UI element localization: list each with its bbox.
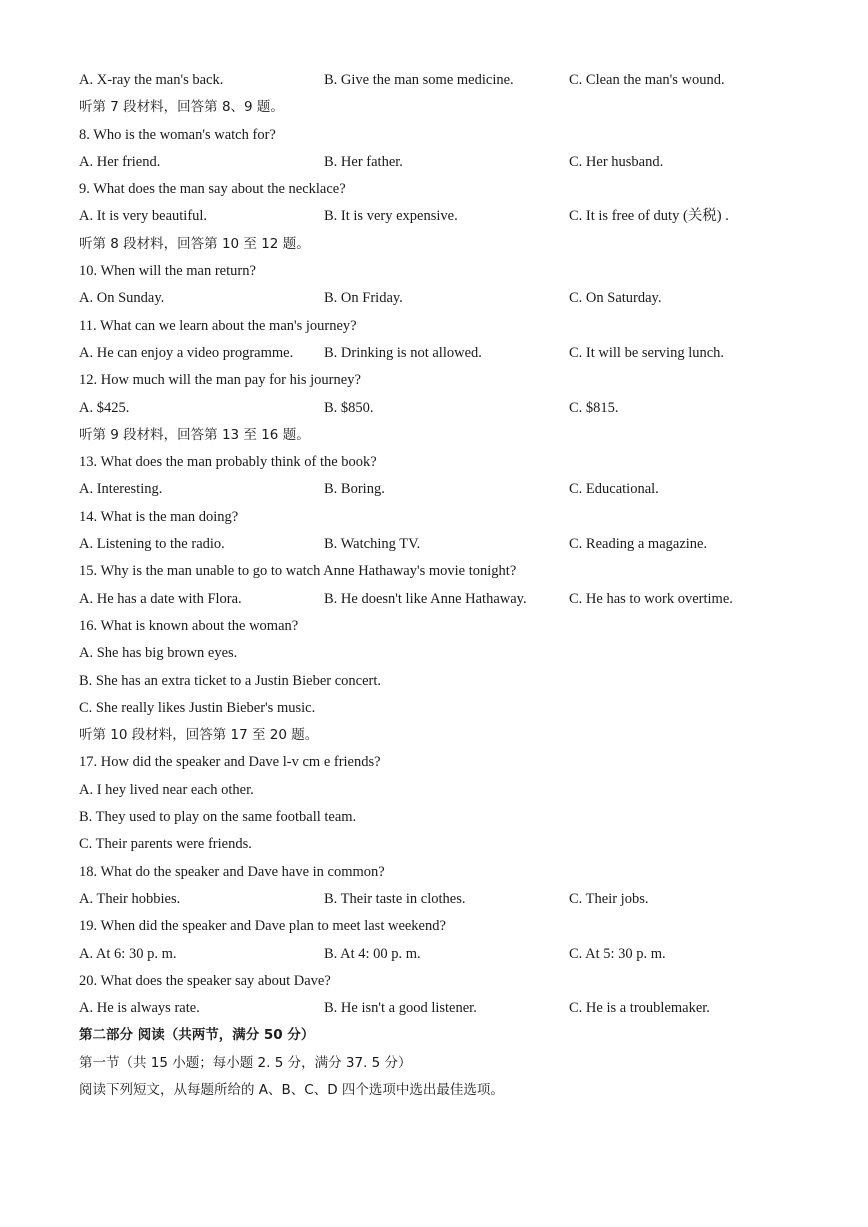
part-heading: 第二部分 阅读（共两节，满分 50 分） (79, 1027, 315, 1044)
option-c: C. Educational. (569, 481, 659, 498)
option-b: B. He isn't a good listener. (324, 1000, 477, 1017)
question-text: 10. When will the man return? (79, 263, 256, 280)
option-text: B. They used to play on the same football team. (79, 809, 357, 826)
option-a: A. Their hobbies. (79, 890, 181, 907)
option-row (79, 586, 809, 613)
option-text: A. She has big brown eyes. (79, 645, 238, 662)
option-row (79, 941, 809, 968)
option-text: B. She has an extra ticket to a Justin Bieber concert. (79, 672, 381, 689)
question-text: 12. How much will the man pay for his journey? (79, 372, 361, 389)
option-a: A. He has a date with Flora. (79, 590, 242, 607)
option-b: B. Their taste in clothes. (324, 890, 466, 907)
option-c: C. Reading a magazine. (569, 536, 708, 553)
question-text: 8. Who is the woman's watch for? (79, 126, 276, 143)
option-row (79, 149, 809, 176)
option-b: B. $850. (324, 399, 374, 416)
option-a: A. He is always rate. (79, 1000, 200, 1017)
question-text: 18. What do the speaker and Dave have in common? (79, 863, 385, 880)
option-b: B. It is very expensive. (324, 208, 458, 225)
option-c: C. It will be serving lunch. (569, 344, 725, 361)
option-text: C. Their parents were friends. (79, 836, 252, 853)
option-a: A. On Sunday. (79, 290, 165, 307)
option-a: A. It is very beautiful. (79, 208, 208, 225)
question-text: 13. What does the man probably think of the book? (79, 454, 377, 471)
section-instruction: 听第 8 段材料，回答第 10 至 12 题。 (79, 235, 310, 252)
option-c: C. On Saturday. (569, 290, 662, 307)
option-row (79, 285, 809, 312)
option-c: C. $815. (569, 399, 619, 416)
option-b: B. On Friday. (324, 290, 403, 307)
option-b: B. Her father. (324, 153, 403, 170)
option-a: A. Her friend. (79, 153, 161, 170)
option-c: C. Clean the man's wound. (569, 72, 725, 88)
option-row (79, 531, 809, 558)
option-a: A. Listening to the radio. (79, 536, 225, 553)
option-text: C. She really likes Justin Bieber's music. (79, 699, 316, 716)
option-a: A. At 6: 30 p. m. (79, 945, 177, 962)
section-instruction: 第一节（共 15 小题；每小题 2. 5 分，满分 37. 5 分） (79, 1054, 412, 1071)
option-row (79, 476, 809, 503)
option-c: C. Her husband. (569, 153, 664, 170)
section-instruction: 听第 9 段材料，回答第 13 至 16 题。 (79, 426, 310, 443)
exam-page (79, 67, 809, 1104)
question-text: 9. What does the man say about the necklace? (79, 181, 346, 198)
question-text: 20. What does the speaker say about Dave? (79, 972, 331, 989)
option-c: C. It is free of duty (关税) . (569, 208, 729, 225)
option-b: B. Boring. (324, 481, 385, 498)
option-text: A. I hey lived near each other. (79, 781, 254, 798)
option-b: B. Drinking is not allowed. (324, 344, 482, 361)
option-b: B. Give the man some medicine. (324, 72, 514, 88)
option-row (79, 395, 809, 422)
question-text: 14. What is the man doing? (79, 508, 239, 525)
option-row (79, 67, 809, 94)
section-instruction: 阅读下列短文，从每题所给的 A、B、C、D 四个选项中选出最佳选项。 (79, 1081, 504, 1098)
option-row (79, 995, 809, 1022)
option-row (79, 340, 809, 367)
section-instruction: 听第 7 段材料，回答第 8、9 题。 (79, 99, 284, 116)
option-b: B. Watching TV. (324, 536, 421, 553)
option-c: C. At 5: 30 p. m. (569, 945, 666, 962)
option-row (79, 886, 809, 913)
option-c: C. Their jobs. (569, 890, 649, 907)
option-a: A. He can enjoy a video programme. (79, 344, 294, 361)
question-text: 11. What can we learn about the man's journey? (79, 317, 357, 334)
section-instruction: 听第 10 段材料，回答第 17 至 20 题。 (79, 727, 319, 744)
option-a: A. Interesting. (79, 481, 163, 498)
question-text: 15. Why is the man unable to go to watch Anne Hathaway's movie tonight? (79, 563, 517, 580)
option-c: C. He has to work overtime. (569, 590, 733, 607)
option-a: A. $425. (79, 399, 130, 416)
question-text: 16. What is known about the woman? (79, 617, 299, 634)
question-text: 19. When did the speaker and Dave plan to meet last weekend? (79, 918, 446, 935)
option-b: B. At 4: 00 p. m. (324, 945, 421, 962)
option-b: B. He doesn't like Anne Hathaway. (324, 590, 527, 607)
question-text: 17. How did the speaker and Dave l-v cm e friends? (79, 754, 381, 771)
option-c: C. He is a troublemaker. (569, 1000, 710, 1017)
option-row (79, 203, 809, 230)
option-a: A. X-ray the man's back. (79, 72, 224, 88)
